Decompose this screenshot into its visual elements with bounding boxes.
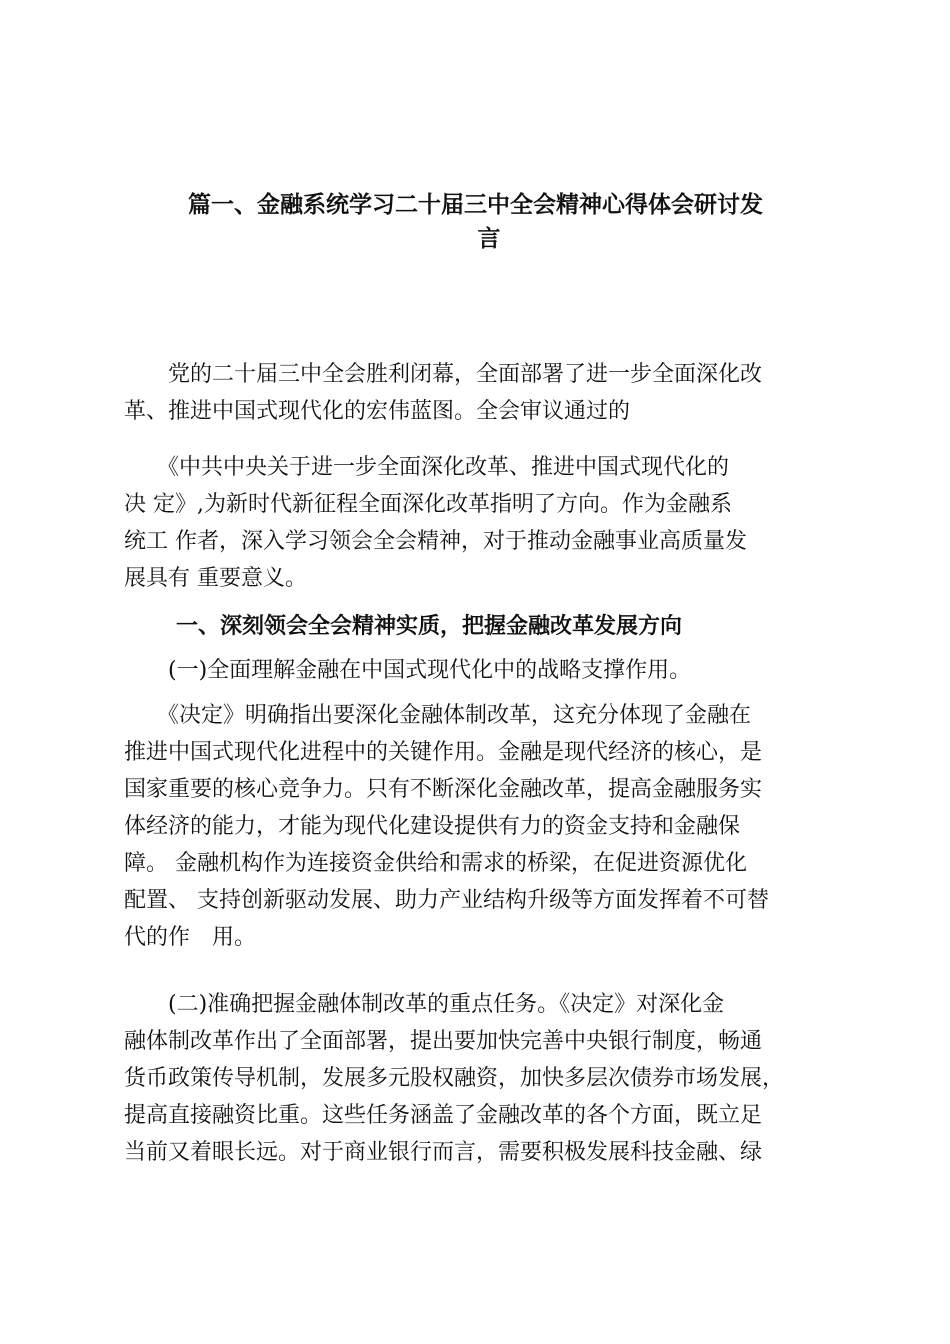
paragraph-decision [124, 449, 864, 597]
paragraph-intro [124, 356, 864, 430]
paragraph-line: 统工 作者，深入学习领会全会精神，对于推动金融事业高质量发 [124, 529, 747, 554]
paragraph-line: (一)全面理解金融在中国式现代化中的战略支撑作用。 [124, 658, 692, 683]
paragraph-line: 推进中国式现代化进程中的关键作用。金融是现代经济的核心，是 [124, 740, 763, 765]
paragraph-line: 党的二十届三中全会胜利闭幕，全面部署了进一步全面深化改 [124, 362, 763, 387]
paragraph-line: 《中共中央关于进一步全面深化改革、推进中国式现代化的 [124, 455, 730, 480]
paragraph-line: (二)准确把握金融体制改革的重点任务。《决定》对深化金 [124, 992, 725, 1017]
title-line-2: 言 [477, 226, 501, 252]
paragraph-subsection-2 [124, 986, 864, 1171]
paragraph-line: 障。 金融机构作为连接资金供给和需求的桥梁，在促进资源优化 [124, 851, 747, 876]
paragraph-line: 配置、 支持创新驱动发展、助力产业结构升级等方面发挥着不可替 [124, 888, 769, 913]
section-heading-1: 一、深刻领会全会精神实质，把握金融改革发展方向 [176, 614, 683, 639]
paragraph-line: 当前又着眼长远。对于商业银行而言，需要积极发展科技金融、绿 [124, 1140, 763, 1165]
paragraph-line: 货币政策传导机制，发展多元股权融资，加快多层次债券市场发展， [124, 1066, 785, 1091]
paragraph-line: 国家重要的核心竞争力。只有不断深化金融改革，提高金融服务实 [124, 777, 763, 802]
paragraph-finance-role [124, 697, 864, 956]
paragraph-line: 展具有 重要意义。 [124, 566, 307, 591]
paragraph-line: 革、推进中国式现代化的宏伟蓝图。全会审议通过的 [124, 399, 631, 424]
document-title [124, 190, 854, 254]
paragraph-subsection-1 [124, 652, 864, 689]
paragraph-line: 融体制改革作出了全面部署，提出要加快完善中央银行制度，畅通 [124, 1029, 763, 1054]
paragraph-line: 《决定》明确指出要深化金融体制改革，这充分体现了金融在 [124, 703, 752, 728]
paragraph-line: 代的作 用。 [124, 925, 257, 950]
paragraph-line: 体经济的能力，才能为现代化建设提供有力的资金支持和金融保 [124, 814, 741, 839]
title-line-1: 篇一、金融系统学习二十届三中全会精神心得体会研讨发 [188, 192, 763, 218]
paragraph-line: 提高直接融资比重。这些任务涵盖了金融改革的各个方面，既立足 [124, 1103, 763, 1128]
paragraph-line: 决 定》,为新时代新征程全面深化改革指明了方向。作为金融系 [124, 492, 732, 517]
